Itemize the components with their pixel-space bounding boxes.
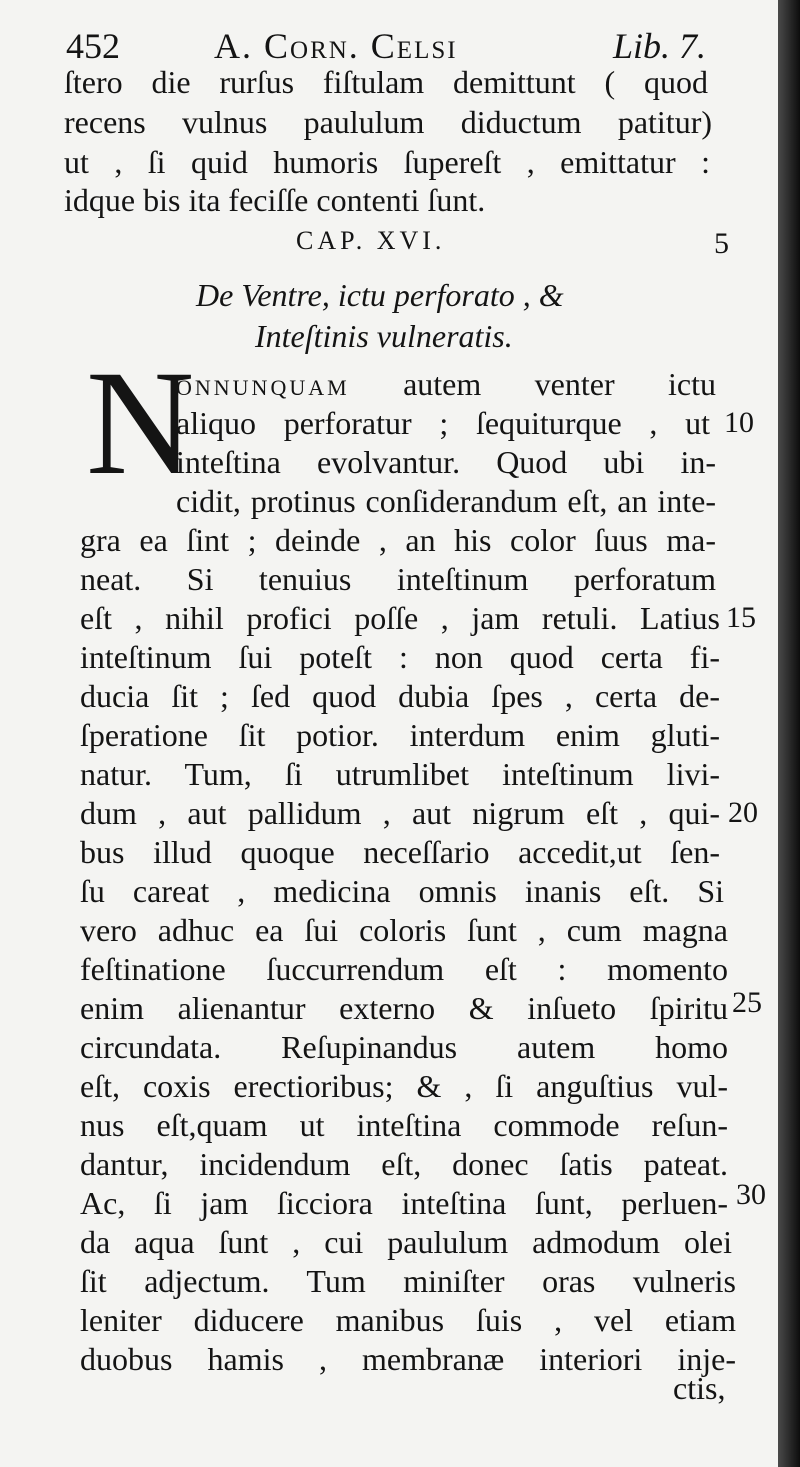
text-line: ut , ſi quid humoris ſupereſt , emittatur : <box>64 144 710 180</box>
text-line: ſtero die rurſus fiſtulam demittunt ( quod <box>64 64 708 100</box>
page-number: 452 <box>66 26 120 66</box>
text-line: recens vulnus paululum diductum patitur) <box>64 104 712 140</box>
drop-cap: N <box>86 340 195 506</box>
chapter-label: CAP. XVI. <box>296 226 446 255</box>
text-line: dantur, incidendum eſt, donec ſatis pateat. <box>80 1146 728 1182</box>
margin-line-number: 20 <box>728 796 758 829</box>
page-edge-shadow <box>778 0 800 1467</box>
chapter-heading-line-2: Inteſtinis vulneratis. <box>255 318 513 354</box>
catchword: ctis, <box>673 1370 726 1406</box>
text-line: da aqua ſunt , cui paululum admodum olei <box>80 1224 732 1260</box>
text-line: neat. Si tenuius inteſtinum perforatum <box>80 561 716 597</box>
first-line-rest: autem venter ictu <box>349 366 716 402</box>
incipit-word: onnunquam <box>176 366 350 402</box>
text-line: nus eſt,quam ut inteſtina commode reſun- <box>80 1107 728 1143</box>
margin-line-number: 15 <box>726 601 756 634</box>
text-line: eſt, coxis erectioribus; & , ſi anguſtius vul- <box>80 1068 728 1104</box>
text-line: enim alienantur externo & inſueto ſpiritu <box>80 990 728 1026</box>
text-line: Ac, ſi jam ſicciora inteſtina ſunt, perluen- <box>80 1185 728 1221</box>
text-line: dum , aut pallidum , aut nigrum eſt , qui- <box>80 795 720 831</box>
text-line: duobus hamis , membranæ interiori inje- <box>80 1341 736 1377</box>
text-line: ſperatione ſit potior. interdum enim gluti- <box>80 717 720 753</box>
text-line: vero adhuc ea ſui coloris ſunt , cum magna <box>80 912 728 948</box>
book-indicator: Lib. 7. <box>612 26 706 66</box>
text-line: ſu careat , medicina omnis inanis eſt. Si <box>80 873 724 909</box>
text-line: eſt , nihil profici poſſe , jam retuli. Latius <box>80 600 720 636</box>
text-line-first <box>176 364 716 404</box>
text-line: ducia ſit ; ſed quod dubia ſpes , certa de- <box>80 678 720 714</box>
margin-line-number: 10 <box>724 406 754 439</box>
margin-line-number: 25 <box>732 986 762 1019</box>
text-line: inteſtinum ſui poteſt : non quod certa fi- <box>80 639 720 675</box>
text-line: circundata. Reſupinandus autem homo <box>80 1029 728 1065</box>
margin-line-number: 5 <box>714 227 729 260</box>
text-line: aliquo perforatur ; ſequiturque , ut <box>176 405 710 441</box>
margin-line-number: 30 <box>736 1178 766 1211</box>
text-line: inteſtina evolvantur. Quod ubi in- <box>176 444 716 480</box>
text-line: bus illud quoque neceſſario accedit,ut ſen- <box>80 834 720 870</box>
chapter-heading-line-1: De Ventre, ictu perforato , & <box>196 277 564 313</box>
text-line: idque bis ita feciſſe contenti ſunt. <box>64 182 486 218</box>
text-line: gra ea ſint ; deinde , an his color ſuus ma- <box>80 522 716 558</box>
text-line: leniter diducere manibus ſuis , vel etiam <box>80 1302 736 1338</box>
text-line: feſtinatione ſuccurrendum eſt : momento <box>80 951 728 987</box>
text-line: cidit, protinus conſiderandum eſt, an inte- <box>176 483 716 519</box>
text-line: natur. Tum, ſi utrumlibet inteſtinum livi- <box>80 756 720 792</box>
text-line: ſit adjectum. Tum miniſter oras vulneris <box>80 1263 736 1299</box>
running-title: A. Corn. Celsi <box>214 26 458 66</box>
